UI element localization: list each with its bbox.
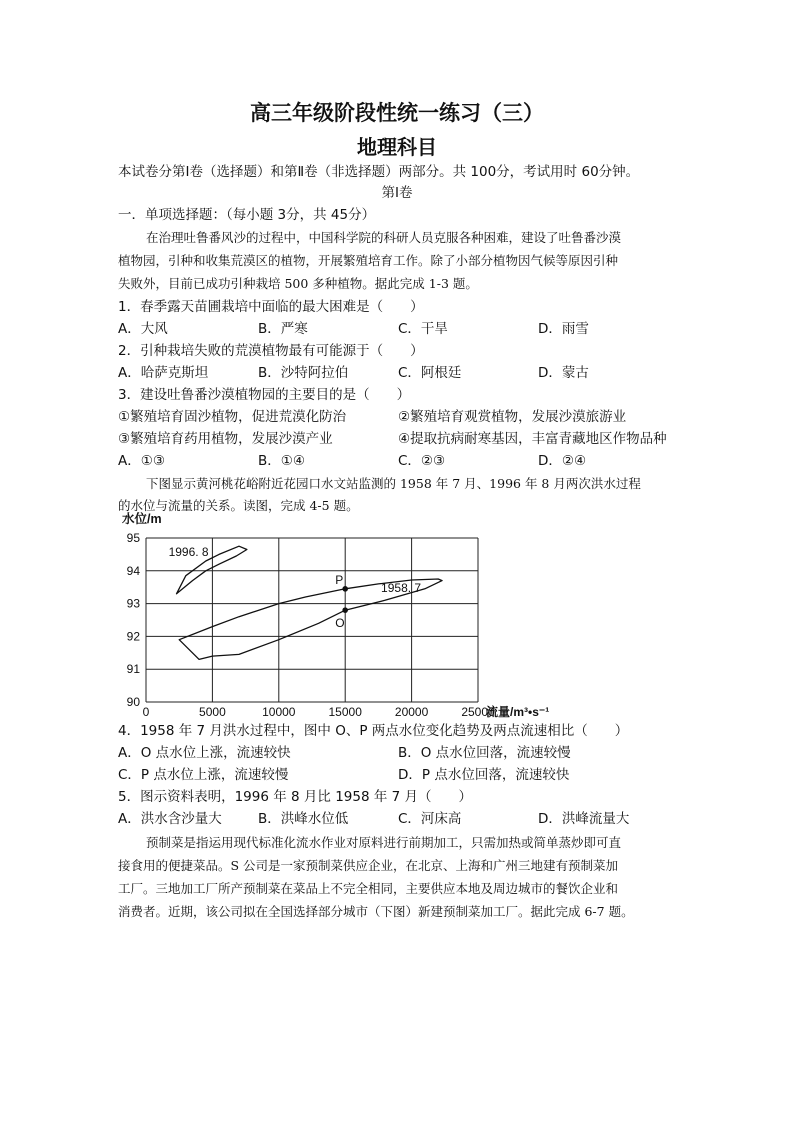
statement-item: ④提取抗病耐寒基因，丰富青藏地区作物品种	[398, 431, 667, 447]
option-a[interactable]: A．大风	[118, 321, 168, 337]
passage-line: 的水位与流量的关系。读图，完成 4-5 题。	[118, 498, 359, 513]
x-tick-label: 25000	[461, 705, 495, 719]
volume-heading: 第Ⅰ卷	[381, 185, 413, 201]
x-tick-label: 15000	[328, 705, 362, 719]
question-stem: 5．图示资料表明，1996 年 8 月比 1958 年 7 月（ ）	[118, 789, 473, 805]
chart-points	[335, 573, 348, 630]
option-c[interactable]: C．②③	[398, 453, 446, 469]
passage-line: 消费者。近期，该公司拟在全国选择部分城市（下图）新建预制菜加工厂。据此完成 6-7 题。	[118, 904, 634, 919]
option-b[interactable]: B．沙特阿拉伯	[258, 365, 349, 381]
exam-subtitle: 地理科目	[357, 135, 437, 159]
passage-line: 下图显示黄河桃花峪附近花园口水文站监测的 1958 年 7 月、1996 年 8 月两次洪水过程	[146, 476, 641, 491]
option-d[interactable]: D．洪峰流量大	[538, 811, 630, 827]
x-tick-label: 20000	[394, 705, 429, 719]
statement-item: ②繁殖培育观赏植物，发展沙漠旅游业	[398, 409, 627, 425]
statement-item: ③繁殖培育药用植物，发展沙漠产业	[118, 431, 333, 447]
y-tick-label: 93	[126, 596, 140, 611]
passage-line: 植物园，引种和收集荒漠区的植物，开展繁殖培育工作。除了小部分植物因气候等原因引种	[118, 253, 619, 268]
option-c[interactable]: C．河床高	[398, 811, 462, 827]
question-stem: 3．建设吐鲁番沙漠植物园的主要目的是（ ）	[118, 387, 411, 403]
option-b[interactable]: B．O 点水位回落，流速较慢	[398, 745, 571, 761]
y-tick-label: 90	[126, 695, 140, 709]
y-tick-label: 91	[126, 662, 140, 677]
option-b[interactable]: B．①④	[258, 453, 305, 469]
option-d[interactable]: D．雨雪	[538, 321, 589, 337]
x-tick-label: 10000	[262, 705, 296, 719]
section-heading: 一．单项选择题：（每小题 3分，共 45分）	[118, 207, 376, 223]
option-d[interactable]: D．②④	[538, 453, 587, 469]
point-marker	[342, 586, 348, 592]
y-tick-labels	[127, 531, 141, 709]
option-b[interactable]: B．洪峰水位低	[258, 811, 349, 827]
question-stem: 1．春季露天苗圃栽培中面临的最大困难是（ ）	[118, 299, 424, 315]
option-c[interactable]: C．干旱	[398, 321, 448, 337]
x-tick-label: 0	[142, 705, 150, 719]
stage-discharge-chart	[110, 510, 630, 720]
y-tick-label: 94	[126, 563, 140, 578]
y-tick-label: 95	[126, 531, 140, 545]
point-label: P	[335, 572, 344, 587]
option-d[interactable]: D．蒙古	[538, 365, 589, 381]
option-b[interactable]: B．严寒	[258, 321, 308, 337]
passage-line: 在治理吐鲁番风沙的过程中，中国科学院的科研人员克服各种困难，建设了吐鲁番沙漠	[146, 230, 622, 245]
option-a[interactable]: A．①③	[118, 453, 165, 469]
chart-grid	[146, 538, 478, 702]
series-label: 1996. 8	[168, 545, 209, 560]
option-c[interactable]: C．阿根廷	[398, 365, 462, 381]
exam-title: 高三年级阶段性统一练习（三）	[250, 101, 544, 125]
y-axis-label: 水位/m	[122, 512, 162, 526]
chart-series	[169, 545, 443, 659]
point-label: O	[335, 616, 345, 631]
question-stem: 2．引种栽培失败的荒漠植物最有可能源于（ ）	[118, 343, 424, 359]
x-axis-label: 流量/m³•s⁻¹	[486, 705, 550, 719]
exam-intro: 本试卷分第Ⅰ卷（选择题）和第Ⅱ卷（非选择题）两部分。共 100分，考试用时 60分钟。	[118, 164, 640, 180]
option-a[interactable]: A．哈萨克斯坦	[118, 365, 209, 381]
passage-line: 接食用的便捷菜品。S 公司是一家预制菜供应企业，在北京、上海和广州三地建有预制菜加	[118, 858, 619, 873]
series-label: 1958. 7	[381, 581, 422, 596]
passage-line: 失败外，目前已成功引种栽培 500 多种植物。据此完成 1-3 题。	[118, 276, 478, 291]
option-a[interactable]: A．O 点水位上涨，流速较快	[118, 745, 291, 761]
option-d[interactable]: D．P 点水位回落，流速较快	[398, 767, 570, 783]
statement-item: ①繁殖培育固沙植物，促进荒漠化防治	[118, 409, 347, 425]
point-marker	[342, 607, 348, 613]
option-a[interactable]: A．洪水含沙量大	[118, 811, 222, 827]
x-tick-label: 5000	[199, 705, 226, 719]
x-tick-labels	[143, 705, 495, 719]
passage-line: 预制菜是指运用现代标准化流水作业对原料进行前期加工，只需加热或简单蒸炒即可直	[146, 835, 622, 850]
question-stem: 4．1958 年 7 月洪水过程中，图中 O、P 两点水位变化趋势及两点流速相比（ ）	[118, 723, 629, 739]
option-c[interactable]: C．P 点水位上涨，流速较慢	[118, 767, 289, 783]
y-tick-label: 92	[126, 629, 140, 644]
passage-line: 工厂。三地加工厂所产预制菜在菜品上不完全相同，主要供应本地及周边城市的餐饮企业和	[118, 881, 619, 896]
